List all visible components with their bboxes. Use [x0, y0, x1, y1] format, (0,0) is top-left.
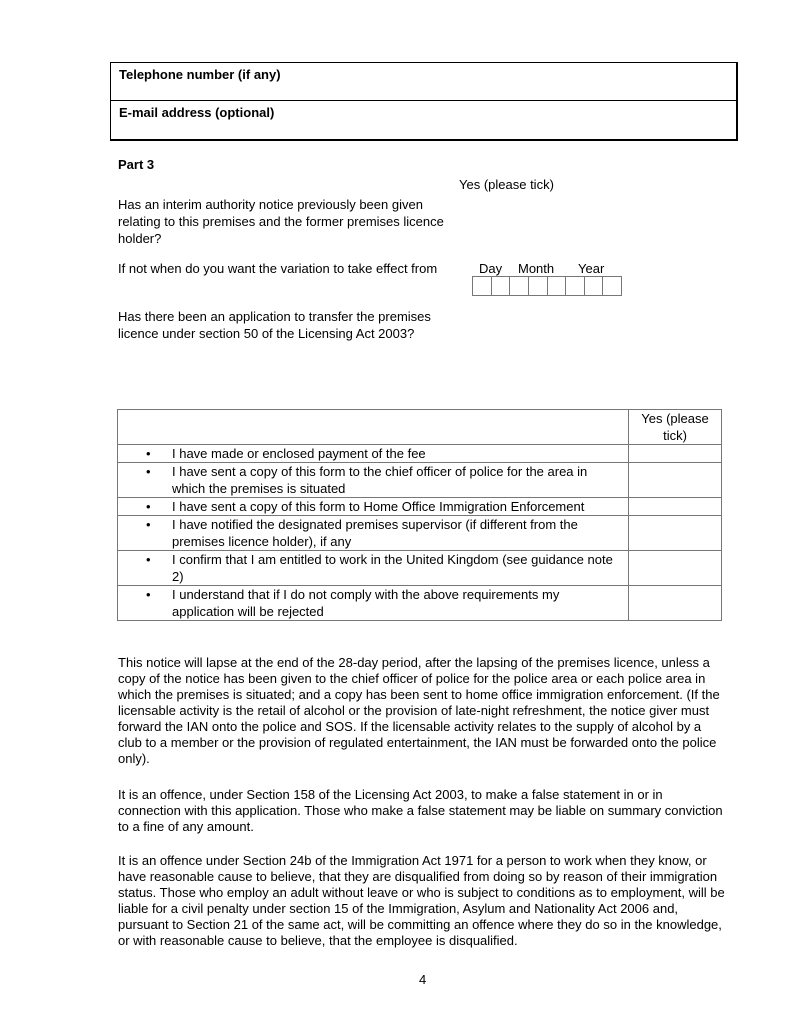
lapse-notice-paragraph: This notice will lapse at the end of the 28-day period, after the lapsing of the premises licence, unless a copy of the notice has been given to the chief officer of police for the police area or each police area in which the premises is situated; and a copy has been sent to home office immigration enforcement. (If the licensable activity is the retail of alcohol or the provision of late-night refreshment, the notice giver must forward the IAN onto the police and SOS. If the licensable activity relates to the supply of alcohol by a club to a member or the provision of regulated entertainment, the IAN must be forwarded onto the police only). [118, 655, 720, 766]
year-digit-4[interactable] [603, 277, 621, 295]
tick-cell[interactable] [629, 516, 722, 551]
year-digit-1[interactable] [548, 277, 567, 295]
table-row [118, 463, 722, 498]
page-number: 4 [419, 972, 427, 987]
day-digit-2[interactable] [492, 277, 511, 295]
table-row [118, 445, 722, 463]
month-digit-1[interactable] [510, 277, 529, 295]
tick-cell[interactable] [629, 498, 722, 516]
month-label: Month [518, 261, 555, 276]
email-label: E-mail address (optional) [119, 105, 275, 120]
day-digit-1[interactable] [473, 277, 492, 295]
table-row [118, 586, 722, 621]
bullet-icon: • [146, 552, 151, 567]
bullet-icon: • [146, 464, 151, 479]
bullet-icon: • [146, 517, 151, 532]
checklist-item-text: I have made or enclosed payment of the fee [172, 446, 426, 461]
day-label: Day [479, 261, 503, 276]
immigration-offence-paragraph: It is an offence under Section 24b of the Immigration Act 1971 for a person to work when they know, or have reasonable cause to believe, that they are disqualified from doing so by reason of their immigration status. Those who employ an adult without leave or who is subject to conditions as to employment, will be liable for a civil penalty under section 15 of the Immigration, Asylum and Nationality Act 2006 and, pursuant to Section 21 of the same act, will be committing an offence where they do so in the knowledge, or with reasonable cause to believe, that the employee is disqualified. [118, 853, 725, 948]
yes-tick-header: Yes (please tick) [459, 177, 554, 192]
checklist-yes-header: Yes (please tick) [629, 410, 722, 445]
month-digit-2[interactable] [529, 277, 548, 295]
bullet-icon: • [146, 446, 151, 461]
tick-cell[interactable] [629, 445, 722, 463]
checklist-header-row [118, 410, 722, 445]
table-row [118, 498, 722, 516]
table-row [118, 551, 722, 586]
checklist-item-text: I have notified the designated premises supervisor (if different from the premises licence holder), if any [172, 517, 578, 549]
checklist-item-text: I understand that if I do not comply with the above requirements my application will be rejected [172, 587, 560, 619]
telephone-field[interactable] [111, 63, 736, 101]
date-input-boxes[interactable] [472, 276, 622, 296]
tick-cell[interactable] [629, 586, 722, 621]
table-row [118, 516, 722, 551]
email-field[interactable] [111, 101, 736, 139]
checklist-item-text: I confirm that I am entitled to work in the United Kingdom (see guidance note 2) [172, 552, 613, 584]
checklist-item-text: I have sent a copy of this form to the chief officer of police for the area in which the premises is situated [172, 464, 588, 496]
year-label: Year [578, 261, 605, 276]
part-3-title: Part 3 [118, 157, 155, 172]
checklist-item-text: I have sent a copy of this form to Home Office Immigration Enforcement [172, 499, 585, 514]
year-digit-2[interactable] [566, 277, 585, 295]
declaration-checklist [117, 409, 722, 621]
tick-cell[interactable] [629, 463, 722, 498]
licensing-offence-paragraph: It is an offence, under Section 158 of the Licensing Act 2003, to make a false statement in or in connection with this application. Those who make a false statement may be liable on summary conviction to a fine of any amount. [118, 787, 723, 834]
tick-cell[interactable] [629, 551, 722, 586]
contact-details-box [110, 62, 738, 141]
year-digit-3[interactable] [585, 277, 604, 295]
question-transfer-application: Has there been an application to transfer the premises licence under section 50 of the Licensing Act 2003? [118, 309, 431, 341]
bullet-icon: • [146, 587, 151, 602]
checklist-header-blank [118, 410, 629, 445]
question-variation-date: If not when do you want the variation to take effect from [118, 261, 438, 276]
telephone-label: Telephone number (if any) [119, 67, 281, 82]
bullet-icon: • [146, 499, 151, 514]
question-interim-authority: Has an interim authority notice previously been given relating to this premises and the former premises licence holder? [118, 197, 444, 246]
